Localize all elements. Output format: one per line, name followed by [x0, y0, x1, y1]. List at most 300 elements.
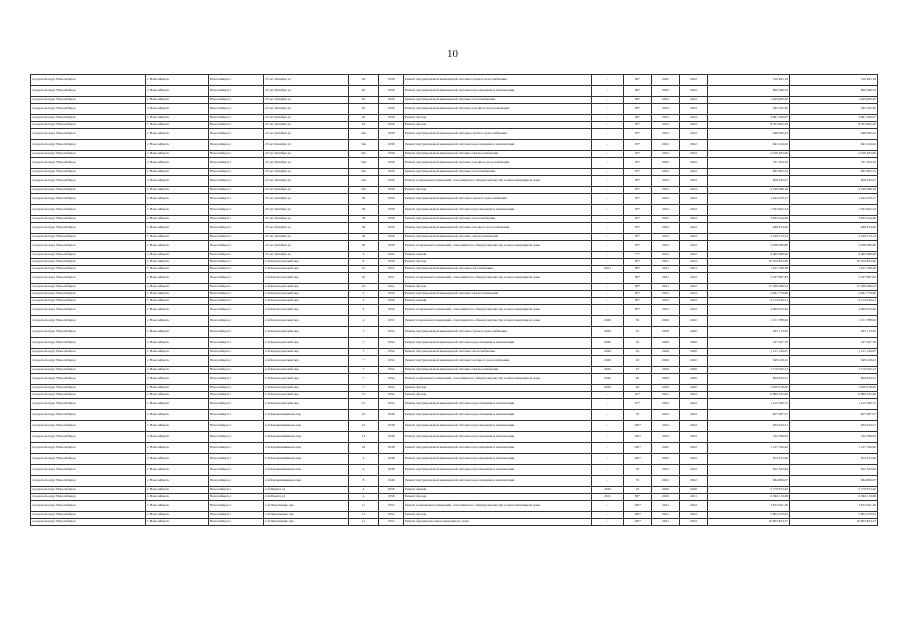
table-row — [31, 151, 878, 158]
table-cell: 2022 — [680, 241, 708, 252]
table-cell: 36 — [349, 194, 379, 205]
table-cell: городской округ Новосибирск — [31, 273, 146, 284]
table-cell: Новосибирск г — [209, 349, 264, 356]
table-cell: Новосибирск г — [209, 385, 264, 392]
table-cell: 2 106 493,90 — [708, 151, 790, 158]
table-cell: 7 — [349, 385, 379, 392]
table-cell: 2020 — [592, 367, 624, 374]
table-cell: 100* — [624, 501, 652, 512]
table-cell: 2020 — [652, 374, 680, 385]
table-cell: - — [592, 291, 624, 298]
table-cell: 828 432,47 — [708, 176, 790, 187]
table-cell: Новосибирск г — [209, 266, 264, 273]
table-cell: Новосибирск г — [209, 122, 264, 129]
table-cell: 3 825 024,66 — [708, 216, 790, 223]
table-row — [31, 356, 878, 367]
table-cell: Ремонт внутридомовой инженерной системы водоотведения и канализации — [404, 432, 592, 443]
table-cell: Ремонт фасада — [404, 115, 592, 122]
table-cell: 25 лет Октября ул — [264, 115, 349, 122]
table-cell: 89* — [624, 266, 652, 273]
table-cell: 7 — [349, 374, 379, 385]
table-cell: 3 825 024,66 — [790, 216, 878, 223]
table-cell: 1 451 748,38 — [790, 266, 878, 273]
table-cell: Ремонт внутридомовой инженерной системы холодного водоснабжения — [404, 104, 592, 115]
table-cell: Ремонт подвальных помещений, относящихся к общему имуществу в многоквартирном доме — [404, 176, 592, 187]
table-cell: 8 702 865,29 — [790, 122, 878, 129]
table-cell: 1954 — [379, 392, 404, 399]
table-cell: 96* — [624, 104, 652, 115]
table-cell: 1954 — [379, 399, 404, 410]
table-cell: 25 лет Октября ул — [264, 187, 349, 194]
table-cell: 34а — [349, 187, 379, 194]
table-cell: 2-й Краснодонский пер — [264, 327, 349, 338]
table-cell: Новосибирск г — [209, 252, 264, 259]
table-cell: - — [592, 454, 624, 465]
table-cell: г. Новосибирск — [146, 194, 209, 205]
table-cell: 36 — [349, 234, 379, 241]
table-cell: 1 593 602,54 — [790, 205, 878, 216]
table-row — [31, 501, 878, 512]
table-cell: 91* — [624, 392, 652, 399]
table-cell: 10 603 854,57 — [790, 519, 878, 526]
table-cell: 2-й Крашенинникова пер — [264, 443, 349, 454]
table-cell: 4 981 399,07 — [708, 115, 790, 122]
table-cell: Ремонт внутридомовой инженерной системы теплоснабжения — [404, 216, 592, 223]
table-cell: 634 023,51 — [708, 421, 790, 432]
table-cell: 392 102,40 — [708, 104, 790, 115]
table-cell: городской округ Новосибирск — [31, 432, 146, 443]
table-cell: городской округ Новосибирск — [31, 97, 146, 104]
table-cell: 95* — [624, 151, 652, 158]
table-cell: 1954 — [379, 374, 404, 385]
table-cell: 10 — [349, 266, 379, 273]
table-cell: Ремонт внутридомовой инженерной системы горячего водоснабжения — [404, 194, 592, 205]
table-cell: - — [592, 399, 624, 410]
table-row — [31, 327, 878, 338]
table-cell: 2022 — [680, 122, 708, 129]
table-cell: 2022 — [680, 252, 708, 259]
table-cell: 2 — [349, 291, 379, 298]
table-cell: 1938 — [379, 454, 404, 465]
table-cell: Новосибирск г — [209, 284, 264, 291]
table-cell: Новосибирск г — [209, 205, 264, 216]
table-cell: 2022 — [652, 205, 680, 216]
table-cell: Ремонт внутридомовой инженерной системы холодного водоснабжения — [404, 223, 592, 234]
table-cell: 47 — [624, 367, 652, 374]
table-cell: 43 — [624, 349, 652, 356]
table-cell: г. Новосибирск — [146, 129, 209, 140]
table-row — [31, 129, 878, 140]
table-cell: г. Новосибирск — [146, 327, 209, 338]
table-row — [31, 316, 878, 327]
table-cell: Ремонт фасада — [404, 512, 592, 519]
table-cell: 5 604 979,63 — [708, 512, 790, 519]
table-cell: 20 — [349, 115, 379, 122]
table-cell: городской округ Новосибирск — [31, 187, 146, 194]
table-cell: 40 — [624, 374, 652, 385]
table-row — [31, 465, 878, 476]
table-cell: 1938 — [379, 432, 404, 443]
table-cell: Новосибирск г — [209, 129, 264, 140]
table-cell: городской округ Новосибирск — [31, 115, 146, 122]
table-cell: 2022 — [680, 115, 708, 122]
table-cell: 6 988 552,99 — [790, 392, 878, 399]
table-cell: 25 лет Октября ул — [264, 129, 349, 140]
table-cell: 904 869,07 — [790, 476, 878, 487]
table-cell: 614 313,08 — [790, 454, 878, 465]
table-row — [31, 421, 878, 432]
table-cell: 1956 — [379, 298, 404, 305]
table-cell: - — [592, 140, 624, 151]
table-cell: Новосибирск г — [209, 374, 264, 385]
table-cell: г. Новосибирск — [146, 349, 209, 356]
table-cell: городской округ Новосибирск — [31, 104, 146, 115]
table-cell: 1938 — [379, 410, 404, 421]
table-row — [31, 284, 878, 291]
table-cell: - — [592, 501, 624, 512]
table-cell: 2020 — [592, 385, 624, 392]
table-row — [31, 298, 878, 305]
table-cell: 2020 — [680, 316, 708, 327]
table-cell: г. Новосибирск — [146, 494, 209, 501]
table-cell: 41 — [624, 327, 652, 338]
table-cell: 4 981 399,07 — [790, 115, 878, 122]
table-cell: г. Новосибирск — [146, 476, 209, 487]
table-cell: 25 лет Октября ул — [264, 241, 349, 252]
table-cell: Ремонт внутридомовой инженерной системы водоотведения и канализации — [404, 465, 592, 476]
table-cell: 17 368 646,22 — [708, 284, 790, 291]
table-cell: 2020 — [652, 349, 680, 356]
table-cell: 1958 — [379, 259, 404, 266]
table-cell: 2022 — [680, 158, 708, 169]
table-cell: 1 222 479,17 — [708, 194, 790, 205]
table-cell: - — [592, 104, 624, 115]
table-cell: 2-й Краснодонский пер — [264, 259, 349, 266]
table-cell: городской округ Новосибирск — [31, 122, 146, 129]
table-cell: 10 603 854,57 — [708, 519, 790, 526]
table-cell: 2020 — [592, 356, 624, 367]
table-cell: 2020 — [680, 338, 708, 349]
table-cell: 2021 — [652, 501, 680, 512]
table-row — [31, 187, 878, 194]
table-row — [31, 432, 878, 443]
table-cell: 2021 — [652, 273, 680, 284]
table-cell: 2022 — [680, 216, 708, 223]
table-cell: 263 713,95 — [708, 327, 790, 338]
table-cell: городской округ Новосибирск — [31, 465, 146, 476]
table-cell: Ремонт внутридомовой инженерной системы водоотведения и канализации — [404, 338, 592, 349]
table-cell: 2022 — [652, 151, 680, 158]
table-cell: Новосибирск г — [209, 158, 264, 169]
table-row — [31, 252, 878, 259]
table-cell: 6 485 988,00 — [708, 252, 790, 259]
table-cell: 8 — [349, 476, 379, 487]
table-cell: 348 128,21 — [790, 356, 878, 367]
table-cell: 12 — [349, 421, 379, 432]
table-cell: Новосибирск г — [209, 421, 264, 432]
table-cell: 100* — [624, 454, 652, 465]
table-cell: г. Новосибирск — [146, 140, 209, 151]
table-cell: 2022 — [652, 86, 680, 97]
table-cell: Новосибирск г — [209, 176, 264, 187]
table-cell: г. Новосибирск — [146, 501, 209, 512]
table-cell: 36 — [349, 223, 379, 234]
table-cell: Ремонт крыши — [404, 487, 592, 494]
table-cell: 11 — [349, 519, 379, 526]
table-cell: 7 — [349, 327, 379, 338]
table-cell: 95* — [624, 129, 652, 140]
table-cell: 5 659 318,00 — [708, 385, 790, 392]
table-cell: Ремонт внутридомовой инженерной системы водоотведения и канализации — [404, 454, 592, 465]
table-cell: городской округ Новосибирск — [31, 487, 146, 494]
table-row — [31, 487, 878, 494]
table-cell: 2021 — [652, 392, 680, 399]
table-cell: 34а — [349, 129, 379, 140]
table-cell: 2022 — [680, 176, 708, 187]
table-cell: г. Новосибирск — [146, 104, 209, 115]
table-cell: городской округ Новосибирск — [31, 75, 146, 86]
table-cell: - — [592, 169, 624, 176]
table-cell: 2022 — [680, 205, 708, 216]
table-cell: 2020 — [652, 338, 680, 349]
table-cell: - — [592, 465, 624, 476]
table-cell: 2022 — [680, 399, 708, 410]
table-row — [31, 266, 878, 273]
table-row — [31, 443, 878, 454]
table-cell: 8 — [349, 259, 379, 266]
table-cell: Новосибирск г — [209, 443, 264, 454]
table-cell: - — [592, 252, 624, 259]
table-row — [31, 169, 878, 176]
table-cell: 100* — [624, 443, 652, 454]
table-cell: 2020 — [592, 487, 624, 494]
table-row — [31, 392, 878, 399]
table-cell: 519 465,18 — [790, 75, 878, 86]
table-cell: 1958 — [379, 187, 404, 194]
table-cell: городской округ Новосибирск — [31, 252, 146, 259]
table-row — [31, 205, 878, 216]
table-cell: - — [592, 86, 624, 97]
table-cell: 96* — [624, 115, 652, 122]
table-cell: 25 лет Октября ул — [264, 122, 349, 129]
table-cell: г. Новосибирск — [146, 338, 209, 349]
table-cell: Ремонт внутридомовой инженерной системы теплоснабжения — [404, 349, 592, 356]
table-cell: 6 366 119,68 — [790, 494, 878, 501]
table-cell: 826 634,37 — [708, 374, 790, 385]
table-cell: 96* — [624, 86, 652, 97]
table-cell: городской округ Новосибирск — [31, 194, 146, 205]
table-cell: 2 038 286,80 — [708, 241, 790, 252]
table-cell: 2022 — [680, 187, 708, 194]
table-cell: 7 — [349, 356, 379, 367]
table-cell: городской округ Новосибирск — [31, 327, 146, 338]
table-cell: 2022 — [652, 410, 680, 421]
table-row — [31, 291, 878, 298]
table-cell: 2-й Крашенинникова пер — [264, 465, 349, 476]
table-cell: городской округ Новосибирск — [31, 316, 146, 327]
table-cell: 2-й Краснодонский пер — [264, 349, 349, 356]
table-cell: 95* — [624, 241, 652, 252]
table-cell: 2020 — [652, 327, 680, 338]
table-cell: 95* — [624, 122, 652, 129]
table-cell: 3 813 921,26 — [790, 501, 878, 512]
table-cell: 3 813 921,26 — [708, 501, 790, 512]
table-row — [31, 241, 878, 252]
table-cell: 16 — [349, 443, 379, 454]
table-cell: 43 — [624, 356, 652, 367]
table-cell: 2 991 779,60 — [708, 291, 790, 298]
table-cell: 2020 — [652, 487, 680, 494]
table-cell: Ремонт внутридомовой инженерной системы водоотведения и канализации — [404, 86, 592, 97]
table-cell: Ремонт внутридомовой инженерной системы водоотведения и канализации — [404, 140, 592, 151]
table-cell: 2-й Краснодонский пер — [264, 338, 349, 349]
table-cell: 2022 — [652, 194, 680, 205]
table-cell: городской округ Новосибирск — [31, 129, 146, 140]
table-cell: 5 — [349, 252, 379, 259]
table-cell: Ремонт фасада — [404, 187, 592, 194]
table-cell: 25 лет Октября ул — [264, 75, 349, 86]
table-cell: Ремонт внутридомовой инженерной системы электроснабжения — [404, 234, 592, 241]
table-cell: 1 593 602,54 — [708, 205, 790, 216]
table-cell: 20 — [349, 86, 379, 97]
table-cell: 2022 — [652, 223, 680, 234]
table-cell: г. Новосибирск — [146, 512, 209, 519]
table-cell: Ремонт внутридомовой инженерной системы холодного водоснабжения — [404, 158, 592, 169]
table-cell: г. Новосибирск — [146, 158, 209, 169]
table-cell: 2-й Краснодонский пер — [264, 385, 349, 392]
table-cell: 2022 — [652, 158, 680, 169]
table-cell: Новосибирск г — [209, 512, 264, 519]
table-cell: 100* — [624, 519, 652, 526]
table-cell: 1956 — [379, 291, 404, 298]
table-cell: Ремонт внутридомовой инженерной системы водоотведения и канализации — [404, 421, 592, 432]
table-cell: 2022 — [652, 122, 680, 129]
table-cell: Новосибирск г — [209, 241, 264, 252]
table-cell: 2-й Краснодонский пер — [264, 367, 349, 374]
table-cell: 2-й Краснодонский пер — [264, 291, 349, 298]
table-row — [31, 234, 878, 241]
table-cell: 2022 — [680, 284, 708, 291]
table-cell: 2022 — [652, 443, 680, 454]
table-cell: 2-й Краснодонский пер — [264, 374, 349, 385]
table-row — [31, 512, 878, 519]
table-row — [31, 86, 878, 97]
table-cell: Ремонт внутридомовой инженерной системы электроснабжения — [404, 151, 592, 158]
table-cell: Ремонт подвальных помещений, относящихся к общему имуществу в многоквартирном доме — [404, 316, 592, 327]
table-cell: 25 лет Октября ул — [264, 205, 349, 216]
table-cell: - — [592, 151, 624, 158]
table-cell: 2020 — [592, 349, 624, 356]
table-cell: - — [592, 476, 624, 487]
table-cell: Новосибирск г — [209, 234, 264, 241]
table-cell: 904 869,07 — [708, 476, 790, 487]
table-cell: 8 702 865,29 — [708, 122, 790, 129]
table-cell: 7/1 — [349, 399, 379, 410]
table-cell: городской округ Новосибирск — [31, 454, 146, 465]
table-cell: 10 — [349, 410, 379, 421]
table-cell: 2022 — [680, 443, 708, 454]
table-cell: 2021 — [652, 519, 680, 526]
table-cell: 2 239 574,12 — [708, 234, 790, 241]
table-row — [31, 476, 878, 487]
table-cell: 10 072 823,00 — [708, 259, 790, 266]
table-cell: 2022 — [680, 454, 708, 465]
table-cell: Ремонт подвальных помещений, относящихся к общему имуществу в многоквартирном доме — [404, 501, 592, 512]
table-cell: городской округ Новосибирск — [31, 519, 146, 526]
table-cell: 95* — [624, 205, 652, 216]
table-cell: 2022 — [680, 291, 708, 298]
table-cell: 2022 — [680, 259, 708, 266]
table-row — [31, 176, 878, 187]
table-cell: 2-й Крашенинникова пер — [264, 432, 349, 443]
table-cell: Ремонт фасада — [404, 122, 592, 129]
table-cell: 2022 — [652, 169, 680, 176]
table-cell: - — [592, 194, 624, 205]
table-cell: 2020 — [680, 487, 708, 494]
table-cell: городской округ Новосибирск — [31, 501, 146, 512]
table-cell: 77* — [624, 252, 652, 259]
table-cell: 2022 — [680, 194, 708, 205]
table-cell: 1957 — [379, 316, 404, 327]
table-cell: 25 лет Октября ул — [264, 158, 349, 169]
table-cell: 1 176 922,13 — [790, 367, 878, 374]
table-cell: 2020 — [680, 385, 708, 392]
table-cell: городской округ Новосибирск — [31, 291, 146, 298]
table-cell: 1 317 540,62 — [708, 443, 790, 454]
table-row — [31, 115, 878, 122]
table-cell: 348 128,21 — [708, 356, 790, 367]
table-cell: 25 лет Октября ул — [264, 169, 349, 176]
table-cell: 2022 — [652, 298, 680, 305]
table-cell: г. Новосибирск — [146, 151, 209, 158]
table-cell: 95* — [624, 194, 652, 205]
table-cell: 2022 — [652, 421, 680, 432]
table-cell: 95* — [624, 158, 652, 169]
table-cell: 96* — [624, 75, 652, 86]
table-cell: г. Новосибирск — [146, 216, 209, 223]
table-cell: Ремонт подвальных помещений, относящихся к общему имуществу в многоквартирном доме — [404, 374, 592, 385]
table-cell: Новосибирск г — [209, 327, 264, 338]
table-cell: - — [592, 519, 624, 526]
table-cell: 331 394,16 — [708, 158, 790, 169]
table-cell: 1951 — [379, 273, 404, 284]
table-cell: 1940 — [379, 476, 404, 487]
table-cell: 6 485 988,00 — [790, 252, 878, 259]
table-cell: 2 239 574,12 — [790, 234, 878, 241]
table-cell: 2-й Краснодонский пер — [264, 305, 349, 316]
table-cell: городской округ Новосибирск — [31, 349, 146, 356]
table-cell: 1958 — [379, 494, 404, 501]
table-cell: 2022 — [680, 298, 708, 305]
table-cell: 1958 — [379, 169, 404, 176]
table-cell: городской округ Новосибирск — [31, 385, 146, 392]
table-cell: 2022 — [652, 234, 680, 241]
table-cell: 20 — [349, 104, 379, 115]
table-cell: 734 789,64 — [708, 432, 790, 443]
table-cell: г. Новосибирск — [146, 223, 209, 234]
table-cell: 36 — [349, 241, 379, 252]
table-cell: 641 234,02 — [790, 140, 878, 151]
table-cell: Новосибирск г — [209, 454, 264, 465]
table-cell: 2022 — [652, 140, 680, 151]
table-cell: 2022 — [652, 216, 680, 223]
table-cell: 2-й Крашенинникова пер — [264, 454, 349, 465]
table-cell: городской округ Новосибирск — [31, 86, 146, 97]
table-cell: 2-й Пархоменко пер — [264, 519, 349, 526]
table-cell: Новосибирск г — [209, 494, 264, 501]
table-cell: 4 — [349, 465, 379, 476]
table-cell: 519 465,18 — [708, 75, 790, 86]
